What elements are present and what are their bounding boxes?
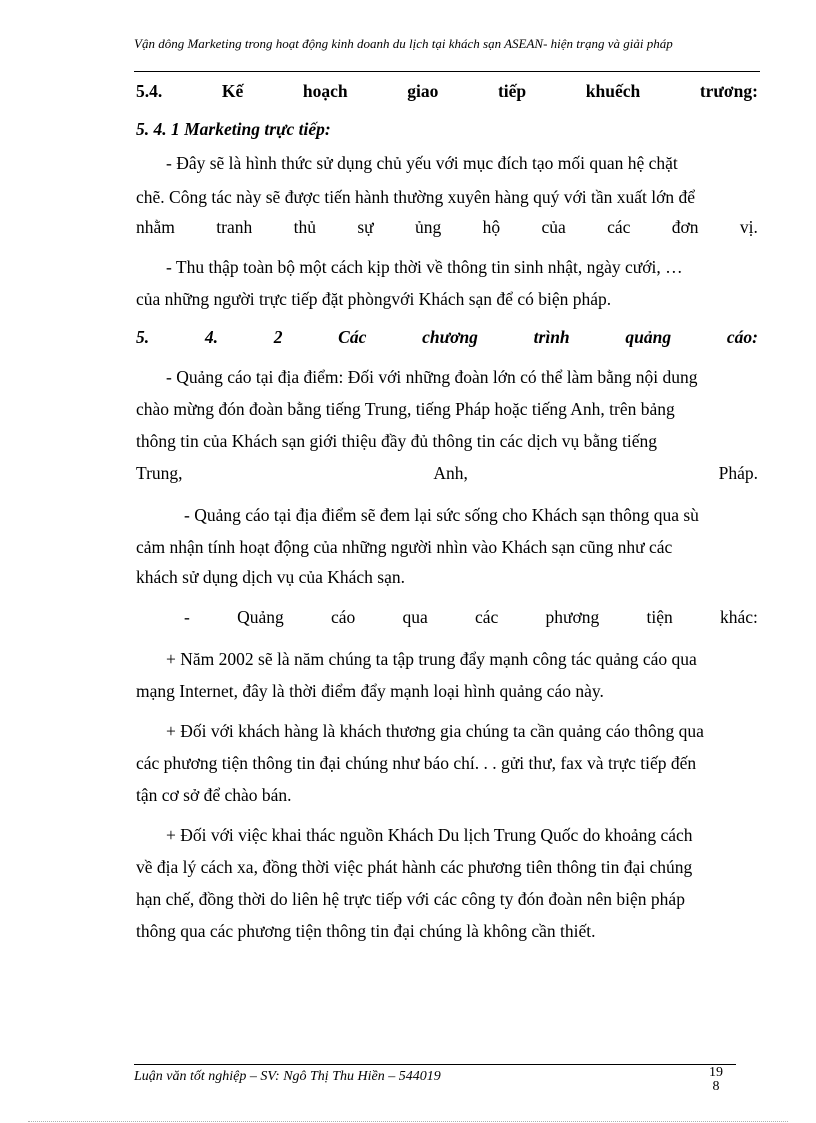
heading-word: khuếch (585, 81, 641, 101)
heading-word: 5. (136, 327, 150, 347)
word: khác: (720, 607, 758, 627)
paragraph-line: các phương tiện thông tin đại chúng như báo chí. . . gửi thư, fax và trực tiếp đến (136, 753, 697, 773)
paragraph-line: chào mừng đón đoàn bằng tiếng Trung, tiếng Pháp hoặc tiếng Anh, trên bảng (136, 399, 675, 419)
paragraph-line: tận cơ sở để chào bán. (136, 785, 292, 805)
heading-word: Các (338, 327, 367, 347)
paragraph-line: thông qua các phương tiện thông tin đại chúng là không cần thiết. (136, 921, 596, 941)
page-number-line-1: 19 (709, 1065, 723, 1080)
paragraph-line: + Đối với khách hàng là khách thương gia chúng ta cần quảng cáo thông qua (166, 721, 704, 741)
paragraph-line: thông tin của Khách sạn giới thiệu đầy đủ thông tin các dịch vụ bằng tiếng (136, 431, 658, 451)
word: thủ (293, 217, 316, 237)
paragraph-line: hạn chế, đồng thời do liên hệ trực tiếp với các công ty đón đoàn nên biện pháp (136, 889, 685, 909)
word: phương (545, 607, 600, 627)
paragraph-line: khách sử dụng dịch vụ của Khách sạn. (136, 567, 405, 587)
paragraph-line-justified (184, 606, 758, 628)
paragraph-line: - Thu thập toàn bộ một cách kịp thời về thông tin sinh nhật, ngày cưới, … (166, 257, 683, 277)
paragraph-line: về địa lý cách xa, đồng thời việc phát hành các phương tiên thông tin đại chúng (136, 857, 693, 877)
heading-word: trình (533, 327, 570, 347)
word: vị. (739, 217, 758, 237)
running-header: Vận dông Marketing trong hoạt động kinh doanh du lịch tại khách sạn ASEAN- hiện trạng và giải pháp (134, 36, 673, 51)
word: hộ (482, 217, 501, 237)
word: ủng (414, 217, 442, 237)
paragraph-line: của những người trực tiếp đặt phòngvới Khách sạn để có biện pháp. (136, 289, 612, 309)
paragraph-line: + Đối với việc khai thác nguồn Khách Du lịch Trung Quốc do khoảng cách (166, 825, 693, 845)
word: tiện (646, 607, 673, 627)
word: Trung, (136, 463, 183, 483)
heading-word: tiếp (497, 81, 527, 101)
paragraph-line: mạng Internet, đây là thời điểm đẩy mạnh loại hình quảng cáo này. (136, 681, 604, 701)
heading-word: cáo: (726, 327, 758, 347)
page-bottom-border (28, 1121, 788, 1122)
section-heading-5-4 (136, 80, 758, 102)
paragraph-line: - Đây sẽ là hình thức sử dụng chủ yếu với mục đích tạo mối quan hệ chặt (166, 153, 678, 173)
heading-word: 2 (273, 327, 283, 347)
header-divider (134, 71, 760, 72)
page-number (704, 1066, 728, 1094)
paragraph-line: + Năm 2002 sẽ là năm chúng ta tập trung đẩy mạnh công tác quảng cáo qua (166, 649, 697, 669)
heading-word: giao (407, 81, 439, 101)
subheading-5-4-1: 5. 4. 1 Marketing trực tiếp: (136, 119, 331, 139)
word: các (475, 607, 499, 627)
word: tranh (216, 217, 253, 237)
paragraph-line: - Quảng cáo tại địa điểm: Đối với những đoàn lớn có thể làm bằng nội dung (166, 367, 698, 387)
paragraph-line-justified (136, 462, 758, 484)
word: của (541, 217, 566, 237)
word: nhằm (136, 217, 175, 237)
paragraph-line-justified (136, 216, 758, 238)
word: qua (402, 607, 428, 627)
footer-divider (134, 1064, 736, 1065)
heading-word: 4. (204, 327, 218, 347)
heading-word: chương (422, 327, 478, 347)
heading-word: trương: (699, 81, 758, 101)
paragraph-line: - Quảng cáo tại địa điểm sẽ đem lại sức sống cho Khách sạn thông qua sù (184, 505, 699, 525)
page-number-line-2: 8 (712, 1079, 720, 1094)
word: Quảng (237, 607, 284, 627)
word: sự (357, 217, 374, 237)
paragraph-line: cảm nhận tính hoạt động của những người nhìn vào Khách sạn cũng như các (136, 537, 673, 557)
heading-number: 5.4. (136, 81, 163, 101)
word: Pháp. (718, 463, 758, 483)
word: các (607, 217, 631, 237)
word: đơn (671, 217, 699, 237)
word: cáo (330, 607, 356, 627)
heading-word: Kế (221, 81, 244, 101)
paragraph-line: chẽ. Công tác này sẽ được tiến hành thường xuyên hàng quý với tần xuất lớn để (136, 187, 695, 207)
footer-text: Luận văn tốt nghiệp – SV: Ngô Thị Thu Hiền – 544019 (134, 1069, 441, 1084)
heading-word: hoạch (302, 81, 348, 101)
heading-word: quảng (625, 327, 672, 347)
word: - (184, 607, 190, 627)
subheading-5-4-2 (136, 326, 758, 348)
word: Anh, (433, 463, 468, 483)
